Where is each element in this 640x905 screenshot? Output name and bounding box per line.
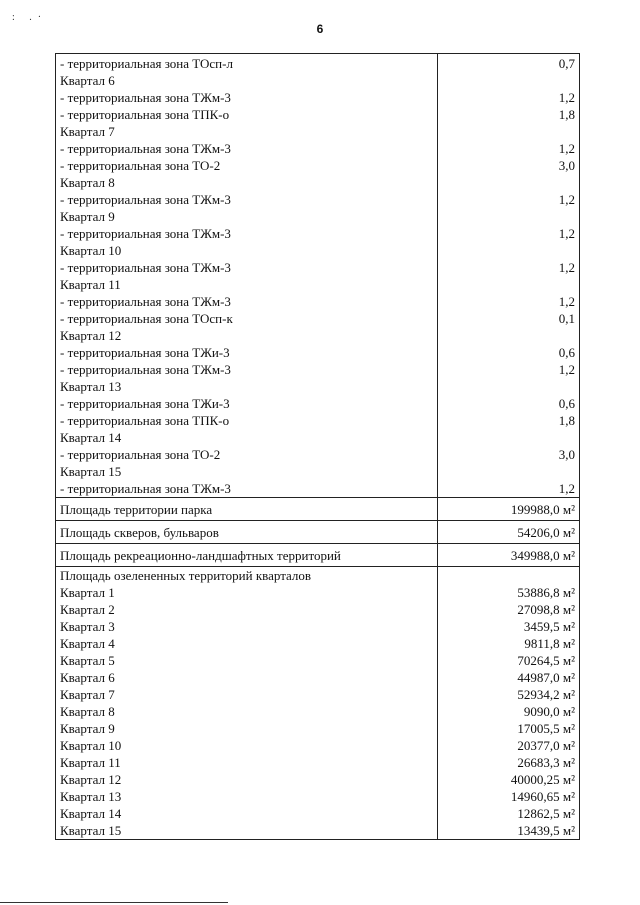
value-number: 53886,8 [517,585,560,600]
row-label: Квартал 3 [56,618,438,635]
row-label: Квартал 4 [56,635,438,652]
table-row [56,276,580,293]
row-value [438,395,580,412]
value-number: 40000,25 [510,772,560,787]
value-number: 3,0 [558,158,575,173]
value-number: 1,2 [558,294,575,309]
table-row [56,140,580,157]
row-value [438,72,580,89]
table-row [56,191,580,208]
row-value [438,191,580,208]
row-label: Квартал 7 [56,123,438,140]
unit-label: м² [562,755,575,770]
table-row [56,327,580,344]
row-value [438,293,580,310]
row-value [438,703,580,720]
row-label: Квартал 10 [56,242,438,259]
row-label: - территориальная зона ТЖм-3 [56,225,438,242]
row-label: - территориальная зона ТЖм-3 [56,259,438,276]
value-number: 1,2 [558,481,575,496]
row-value [438,652,580,669]
row-value [438,480,580,498]
row-value [438,208,580,225]
table-row [56,361,580,378]
unit-label: м² [562,619,575,634]
table-row [56,174,580,191]
row-label: - территориальная зона ТО-2 [56,157,438,174]
value-number: 13439,5 [517,823,560,838]
unit-label: м² [562,738,575,753]
table-row [56,225,580,242]
row-value [438,463,580,480]
row-label: Квартал 2 [56,601,438,618]
table-row [56,208,580,225]
row-label: - территориальная зона ТЖм-3 [56,140,438,157]
table-row [56,259,580,276]
row-label: Площадь озелененных территорий кварталов [56,567,438,585]
row-label: Квартал 15 [56,463,438,480]
value-number: 26683,3 [517,755,560,770]
value-number: 54206,0 [517,525,560,540]
table-row [56,788,580,805]
row-value [438,720,580,737]
row-label: - территориальная зона ТПК-о [56,412,438,429]
row-label: Квартал 13 [56,788,438,805]
unit-label: м² [562,806,575,821]
value-number: 3459,5 [523,619,560,634]
value-number: 12862,5 [517,806,560,821]
row-label: - территориальная зона ТЖи-3 [56,344,438,361]
value-number: 1,2 [558,192,575,207]
table-row [56,567,580,585]
row-label: Квартал 12 [56,327,438,344]
table-row [56,412,580,429]
value-number: 1,2 [558,362,575,377]
row-value [438,635,580,652]
unit-label: м² [562,687,575,702]
table-row [56,521,580,544]
unit-label: м² [562,602,575,617]
row-value [438,344,580,361]
row-value [438,378,580,395]
value-number: 349988,0 [510,548,560,563]
row-value [438,259,580,276]
table-row [56,737,580,754]
row-value [438,584,580,601]
table-row [56,822,580,840]
unit-label: м² [562,548,575,563]
unit-label: м² [562,823,575,838]
table-row [56,72,580,89]
table-row [56,703,580,720]
table-row [56,242,580,259]
row-label: Квартал 15 [56,822,438,840]
unit-label: м² [562,772,575,787]
row-label: Квартал 1 [56,584,438,601]
footer-rule [0,902,228,903]
row-label: Квартал 14 [56,805,438,822]
table-row [56,89,580,106]
value-number: 1,8 [558,107,575,122]
row-value [438,361,580,378]
row-label: Квартал 10 [56,737,438,754]
row-value [438,771,580,788]
unit-label: м² [562,502,575,517]
table-row [56,123,580,140]
row-value [438,822,580,840]
row-label: Квартал 8 [56,703,438,720]
table-row [56,344,580,361]
row-label: - территориальная зона ТПК-о [56,106,438,123]
row-value [438,601,580,618]
table-row [56,601,580,618]
row-value [438,737,580,754]
table-row [56,293,580,310]
row-label: Площадь скверов, бульваров [56,521,438,544]
table-row [56,157,580,174]
value-number: 0,1 [558,311,575,326]
value-number: 44987,0 [517,670,560,685]
row-value [438,805,580,822]
row-value [438,310,580,327]
row-label: - территориальная зона ТЖм-3 [56,89,438,106]
value-number: 1,2 [558,226,575,241]
value-number: 27098,8 [517,602,560,617]
row-label: - территориальная зона ТОсп-к [56,310,438,327]
unit-label: м² [562,653,575,668]
value-number: 14960,65 [510,789,560,804]
unit-label: м² [562,670,575,685]
row-label: Квартал 14 [56,429,438,446]
row-label: Квартал 13 [56,378,438,395]
row-value [438,544,580,567]
table-row [56,584,580,601]
row-value [438,521,580,544]
table-row [56,652,580,669]
table-row [56,446,580,463]
table-row [56,618,580,635]
value-number: 199988,0 [510,502,560,517]
value-number: 52934,2 [517,687,560,702]
zones-table [55,53,580,840]
row-label: - территориальная зона ТЖм-3 [56,480,438,498]
table-row [56,429,580,446]
table-row [56,686,580,703]
unit-label: м² [562,636,575,651]
row-label: - территориальная зона ТЖм-3 [56,361,438,378]
table-row [56,310,580,327]
row-label: Квартал 11 [56,754,438,771]
value-number: 1,2 [558,90,575,105]
table-row [56,378,580,395]
table-row [56,635,580,652]
unit-label: м² [562,789,575,804]
row-value [438,327,580,344]
unit-label: м² [562,704,575,719]
table-row [56,106,580,123]
value-number: 9811,8 [524,636,560,651]
value-number: 20377,0 [517,738,560,753]
row-value [438,567,580,585]
row-label: - территориальная зона ТЖм-3 [56,191,438,208]
row-value [438,788,580,805]
row-value [438,618,580,635]
row-value [438,54,580,73]
row-label: Квартал 5 [56,652,438,669]
row-value [438,446,580,463]
page-number: 6 [316,22,324,36]
row-label: Квартал 6 [56,72,438,89]
table-row [56,805,580,822]
row-value [438,669,580,686]
table-row [56,463,580,480]
row-value [438,498,580,521]
table-row [56,720,580,737]
value-number: 1,2 [558,260,575,275]
row-label: - территориальная зона ТОсп-л [56,54,438,73]
table-row [56,754,580,771]
table-row [56,395,580,412]
table-row [56,498,580,521]
row-value [438,89,580,106]
value-number: 70264,5 [517,653,560,668]
unit-label: м² [562,525,575,540]
row-value [438,123,580,140]
value-number: 17005,5 [517,721,560,736]
row-label: Площадь территории парка [56,498,438,521]
row-value [438,106,580,123]
row-value [438,140,580,157]
row-value [438,174,580,191]
row-label: Площадь рекреационно-ландшафтных территорий [56,544,438,567]
row-label: Квартал 9 [56,720,438,737]
row-value [438,276,580,293]
row-label: - территориальная зона ТЖм-3 [56,293,438,310]
row-label: Квартал 7 [56,686,438,703]
row-value [438,686,580,703]
table-row [56,54,580,73]
value-number: 3,0 [558,447,575,462]
scan-specks: : .· [12,12,48,23]
table-row [56,544,580,567]
table-row [56,669,580,686]
value-number: 0,7 [558,56,575,71]
row-label: Квартал 9 [56,208,438,225]
value-number: 1,2 [558,141,575,156]
row-label: Квартал 8 [56,174,438,191]
row-value [438,412,580,429]
value-number: 0,6 [558,345,575,360]
value-number: 9090,0 [523,704,560,719]
value-number: 1,8 [558,413,575,428]
row-label: - территориальная зона ТО-2 [56,446,438,463]
row-label: Квартал 6 [56,669,438,686]
unit-label: м² [562,585,575,600]
row-value [438,429,580,446]
row-label: - территориальная зона ТЖи-3 [56,395,438,412]
row-value [438,157,580,174]
row-label: Квартал 11 [56,276,438,293]
table-row [56,771,580,788]
row-value [438,754,580,771]
unit-label: м² [562,721,575,736]
row-label: Квартал 12 [56,771,438,788]
row-value [438,225,580,242]
value-number: 0,6 [558,396,575,411]
row-value [438,242,580,259]
table-row [56,480,580,498]
